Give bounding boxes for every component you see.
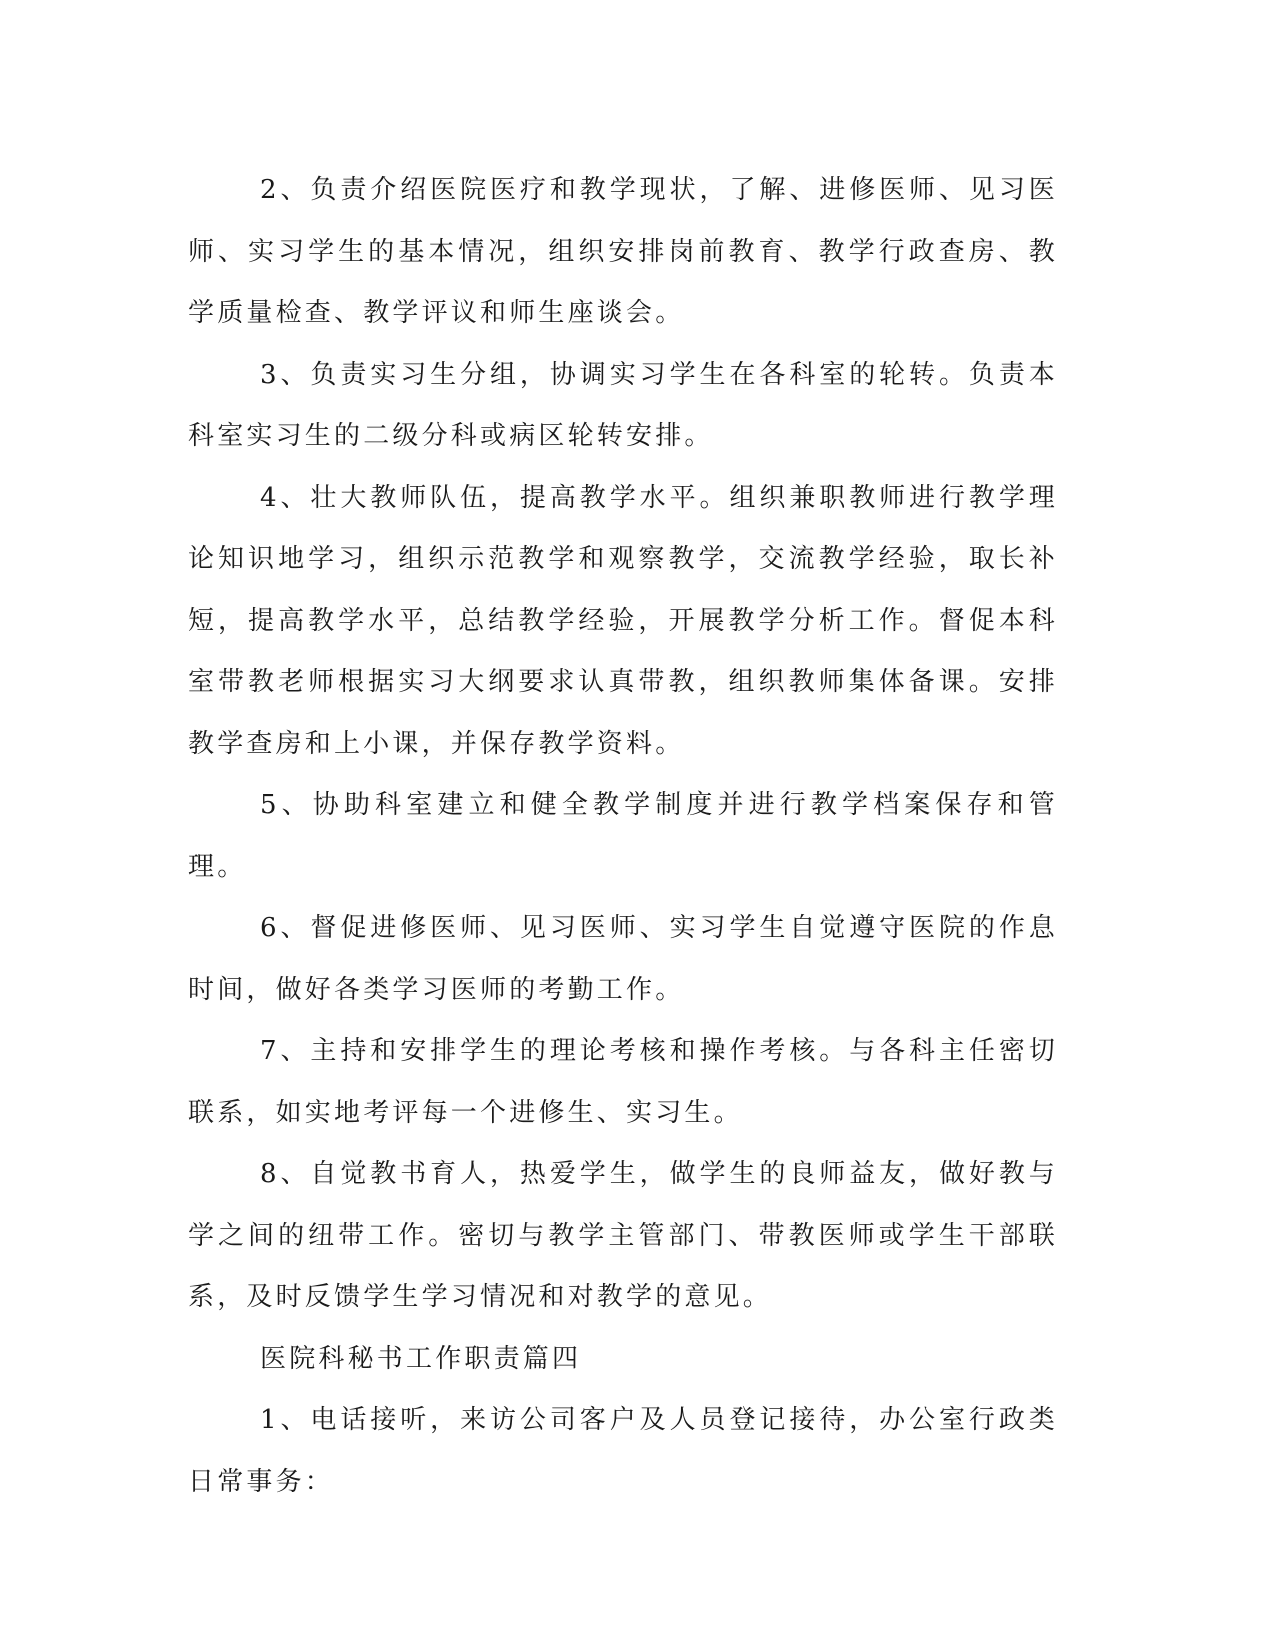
paragraph-duty-3: 3、负责实习生分组，协调实习学生在各科室的轮转。负责本科室实习生的二级分科或病区轮转安排。 [188,359,1058,451]
paragraph-duty-5: 5、协助科室建立和健全教学制度并进行教学档案保存和管理。 [188,790,1058,882]
paragraph-duty-6: 6、督促进修医师、见习医师、实习学生自觉遵守医院的作息时间，做好各类学习医师的考勤工作。 [188,913,1058,1005]
paragraph-duty-4: 4、壮大教师队伍，提高教学水平。组织兼职教师进行教学理论知识地学习，组织示范教学和观察教学，交流教学经验，取长补短，提高教学水平，总结教学经验，开展教学分析工作。督促本科室带教老师根据实习大纲要求认真带教，组织教师集体备课。安排教学查房和上小课，并保存教学资料。 [188,482,1058,759]
paragraph-duty-2: 2、负责介绍医院医疗和教学现状，了解、进修医师、见习医师、实习学生的基本情况，组织安排岗前教育、教学行政查房、教学质量检查、教学评议和师生座谈会。 [188,175,1058,328]
paragraph-duty-8: 8、自觉教书育人，热爱学生，做学生的良师益友，做好教与学之间的纽带工作。密切与教学主管部门、带教医师或学生干部联系，及时反馈学生学习情况和对教学的意见。 [188,1159,1058,1312]
document-body [188,160,1058,1513]
paragraph-section4-duty-1: 1、电话接听，来访公司客户及人员登记接待，办公室行政类日常事务： [188,1405,1058,1497]
paragraph-duty-7: 7、主持和安排学生的理论考核和操作考核。与各科主任密切联系，如实地考评每一个进修生、实习生。 [188,1036,1058,1128]
section-heading: 医院科秘书工作职责篇四 [260,1343,582,1374]
